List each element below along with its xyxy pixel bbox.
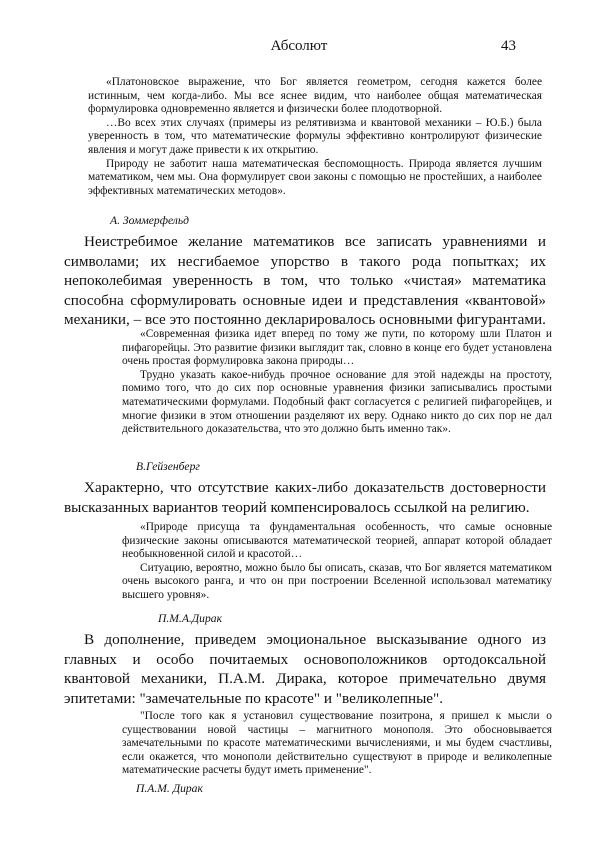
body-text: Характерно, что отсутствие каких-либо доказательств достоверности высказанных вариантов теорий компенсировалось ссылкой на религию. [64,479,546,516]
quote-dirac-1 [122,521,552,603]
quote-sommerfeld [88,76,542,198]
body-text: Неистребимое желание математиков все записать уравнениями и символами; их несгибаемое упорство в такого рода попытках; их непоколебимая уверенность в том, что только «чистая» математика способна сформулировать основные идеи и представления «квантовой» механики, – все это постоянно декларировалось основными фигурантами. [64,233,546,329]
body-text: В дополнение, приведем эмоциональное высказывание одного из главных и особо почитаемых основоположников ортодоксальной квантовой механики, П.А.М. Дирака, которое примечательно двумя эпитетами: "замечательные по красоте" и "великолепные". [64,631,546,707]
quote-dirac-2 [122,710,552,778]
quote-paragraph: «Природе присуща та фундаментальная особенность, что самые основные физические законы описываются математической теорией, аппарат которой обладает необыкновенной силой и красотой… [122,521,552,561]
quote-paragraph: «Современная физика идет вперед по тому же пути, по которому шли Платон и пифагорейцы. Это развитие физики выглядит так, словно в конце его будет установлена очень простая формулировка закона природы… [122,328,552,368]
quote-author: В.Гейзенберг [136,460,200,473]
quote-author: П.А.М. Дирак [136,782,203,795]
quote-author: П.М.А.Дирак [158,612,222,625]
body-paragraph [64,232,546,330]
quote-paragraph: Ситуацию, вероятно, можно было бы описать, сказав, что Бог является математиком очень высокого ранга, и что он при построении Вселенной использовал математику высшего уровня». [122,561,552,601]
page-header [82,38,516,58]
quote-author: А. Зоммерфельд [110,214,189,227]
quote-paragraph: «Платоновское выражение, что Бог является геометром, сегодня кажется более истинным, чем когда-либо. Мы все яснее видим, что наиболее общая математическая формулировка одновременно является и физически более плодотворной. [88,76,542,116]
page-number: 43 [501,38,516,54]
running-title: Абсолют [270,38,328,54]
quote-paragraph: Природу не заботит наша математическая беспомощность. Природа является лучшим математиком, чем мы. Она формулирует свои законы с помощью не простейших, а наиболее эффективных математических методов». [88,157,542,197]
quote-paragraph: Трудно указать какое-нибудь прочное основание для этой надежды на простоту, помимо того, что до сих пор основные уравнения физики записывались простыми математическими формулами. Подобный факт согласуется с религией пифагорейцев, и многие физики в этом отношении разделяют их веру. Однако никто до сих пор не дал действительного доказательства, что это должно быть именно так». [122,368,552,436]
quote-paragraph: "После того как я установил существование позитрона, я пришел к мысли о существовании новой частицы – магнитного монополя. Это обосновывается замечательными по красоте математическими вычислениями, и мы будем счастливы, если окажется, что монополи действительно существуют в природе и великолепные математические расчеты будут иметь применение". [122,710,552,777]
quote-paragraph: …Во всех этих случаях (примеры из релятивизма и квантовой механики – Ю.Б.) была уверенность в том, что математические формулы эффективно контролируют физические явления и могут даже привести к их открытию. [88,116,542,156]
quote-heisenberg [122,328,552,437]
body-paragraph [64,630,546,708]
body-paragraph [64,478,546,517]
